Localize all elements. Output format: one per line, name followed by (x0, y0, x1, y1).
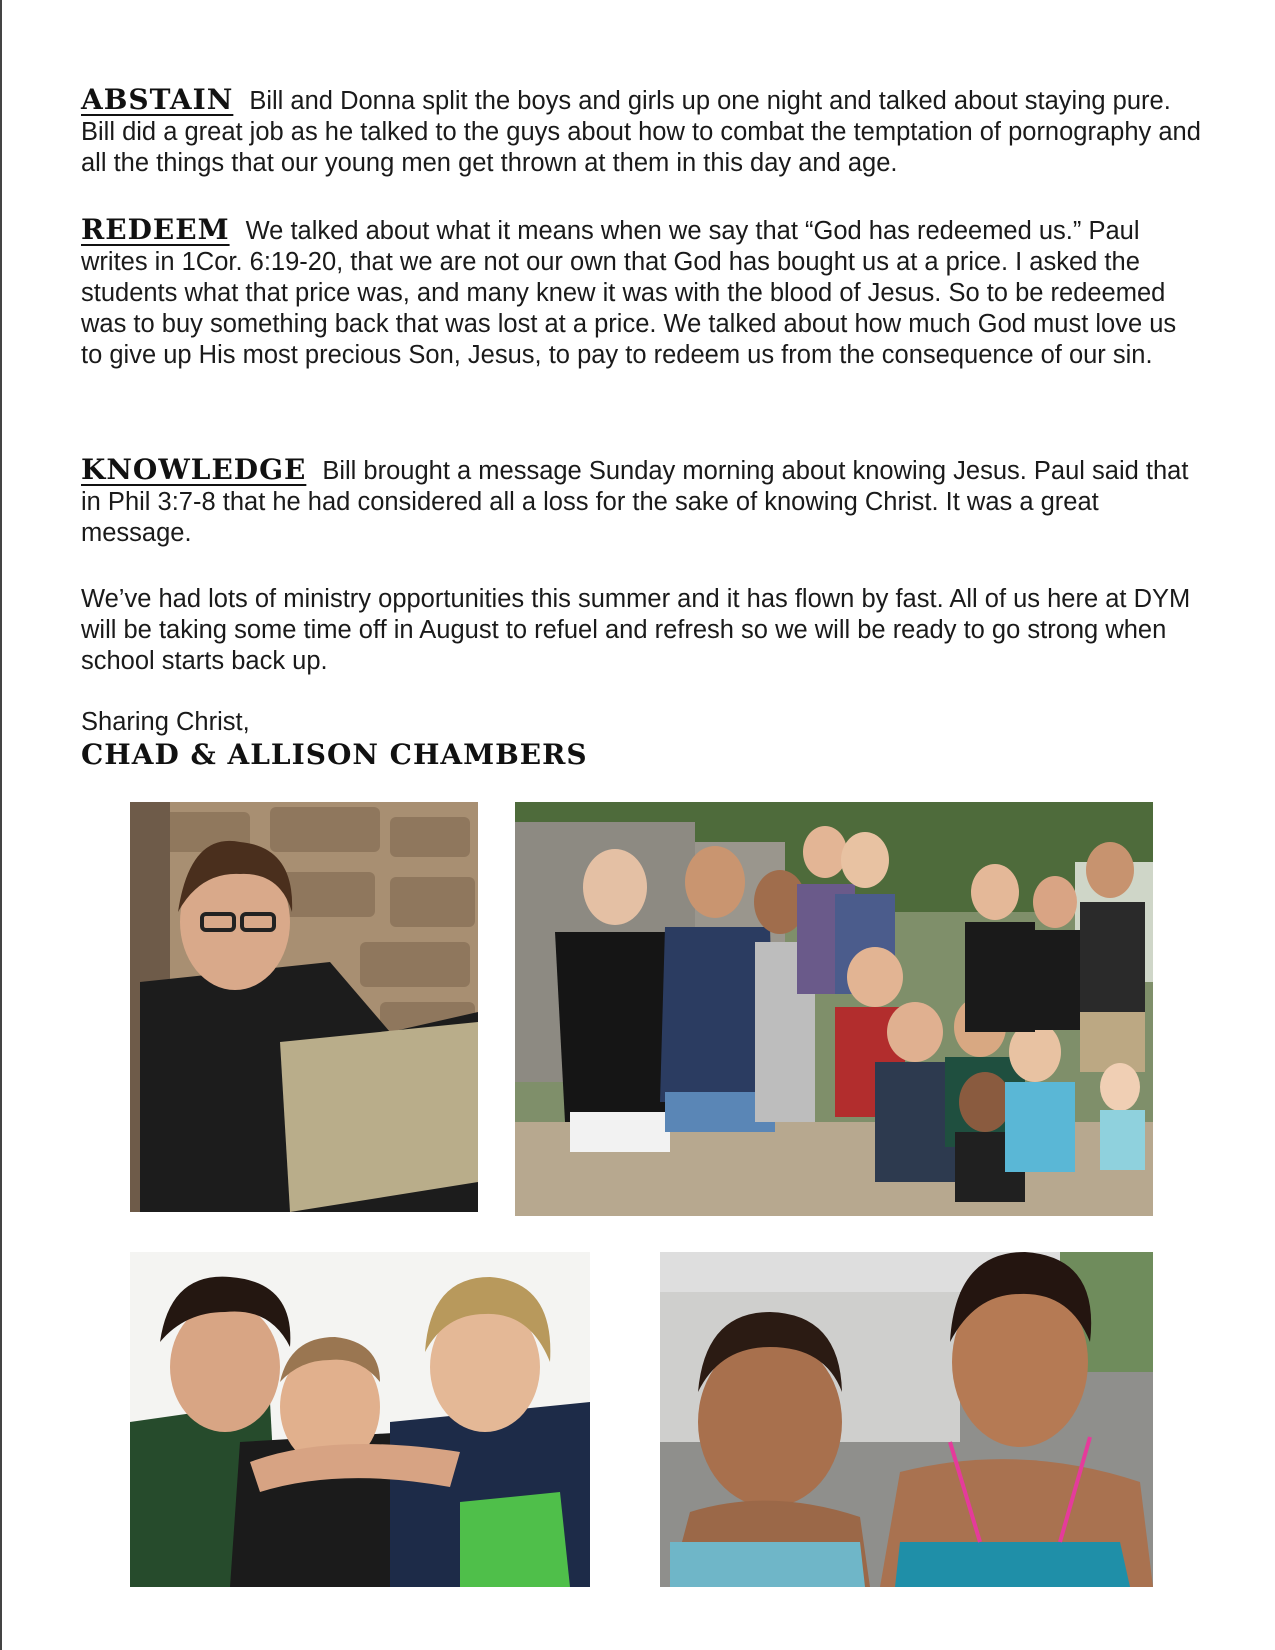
section-body: Bill brought a message Sunday morning about knowing Jesus. Paul said that in Phil 3:7-8 that he had considered all a loss for the sake of knowing Christ. It was a great message. (81, 457, 1189, 547)
page-border (0, 0, 2, 1650)
section-abstain (81, 84, 1201, 179)
closing-text: We’ve had lots of ministry opportunities this summer and it has flown by fast. All of us here at DYM will be taking some time off in August to refuel and refresh so we will be ready to go strong when school starts back up. (81, 585, 1191, 675)
photo-boy-stone-wall (130, 802, 478, 1212)
section-heading: ABSTAIN (81, 83, 234, 116)
section-knowledge (81, 454, 1201, 549)
signoff-salutation-block (81, 707, 1201, 738)
signoff-name: CHAD & ALLISON CHAMBERS (81, 738, 588, 771)
photo-two-girls (660, 1252, 1153, 1587)
section-paragraph (81, 214, 1201, 371)
photo-three-boys (130, 1252, 590, 1587)
section-redeem (81, 214, 1201, 371)
section-paragraph (81, 84, 1201, 179)
signoff-salutation: Sharing Christ, (81, 708, 250, 736)
section-heading: REDEEM (81, 213, 230, 246)
closing-paragraph (81, 584, 1201, 677)
section-heading: KNOWLEDGE (81, 453, 307, 486)
section-paragraph (81, 454, 1201, 549)
photo-group (515, 802, 1153, 1216)
section-body: We talked about what it means when we say that “God has redeemed us.” Paul writes in 1Cor. 6:19-20, that we are not our own that God has bought us at a price. I asked the students what that price was, and many knew it was with the blood of Jesus. So to be redeemed was to buy something back that was lost at a price. We talked about how much God must love us to give up His most precious Son, Jesus, to pay to redeem us from the consequence of our sin. (81, 217, 1177, 369)
section-body: Bill and Donna split the boys and girls up one night and talked about staying pure. Bill did a great job as he talked to the guys about how to combat the temptation of pornography and all the things that our young men get thrown at them in this day and age. (81, 87, 1201, 177)
